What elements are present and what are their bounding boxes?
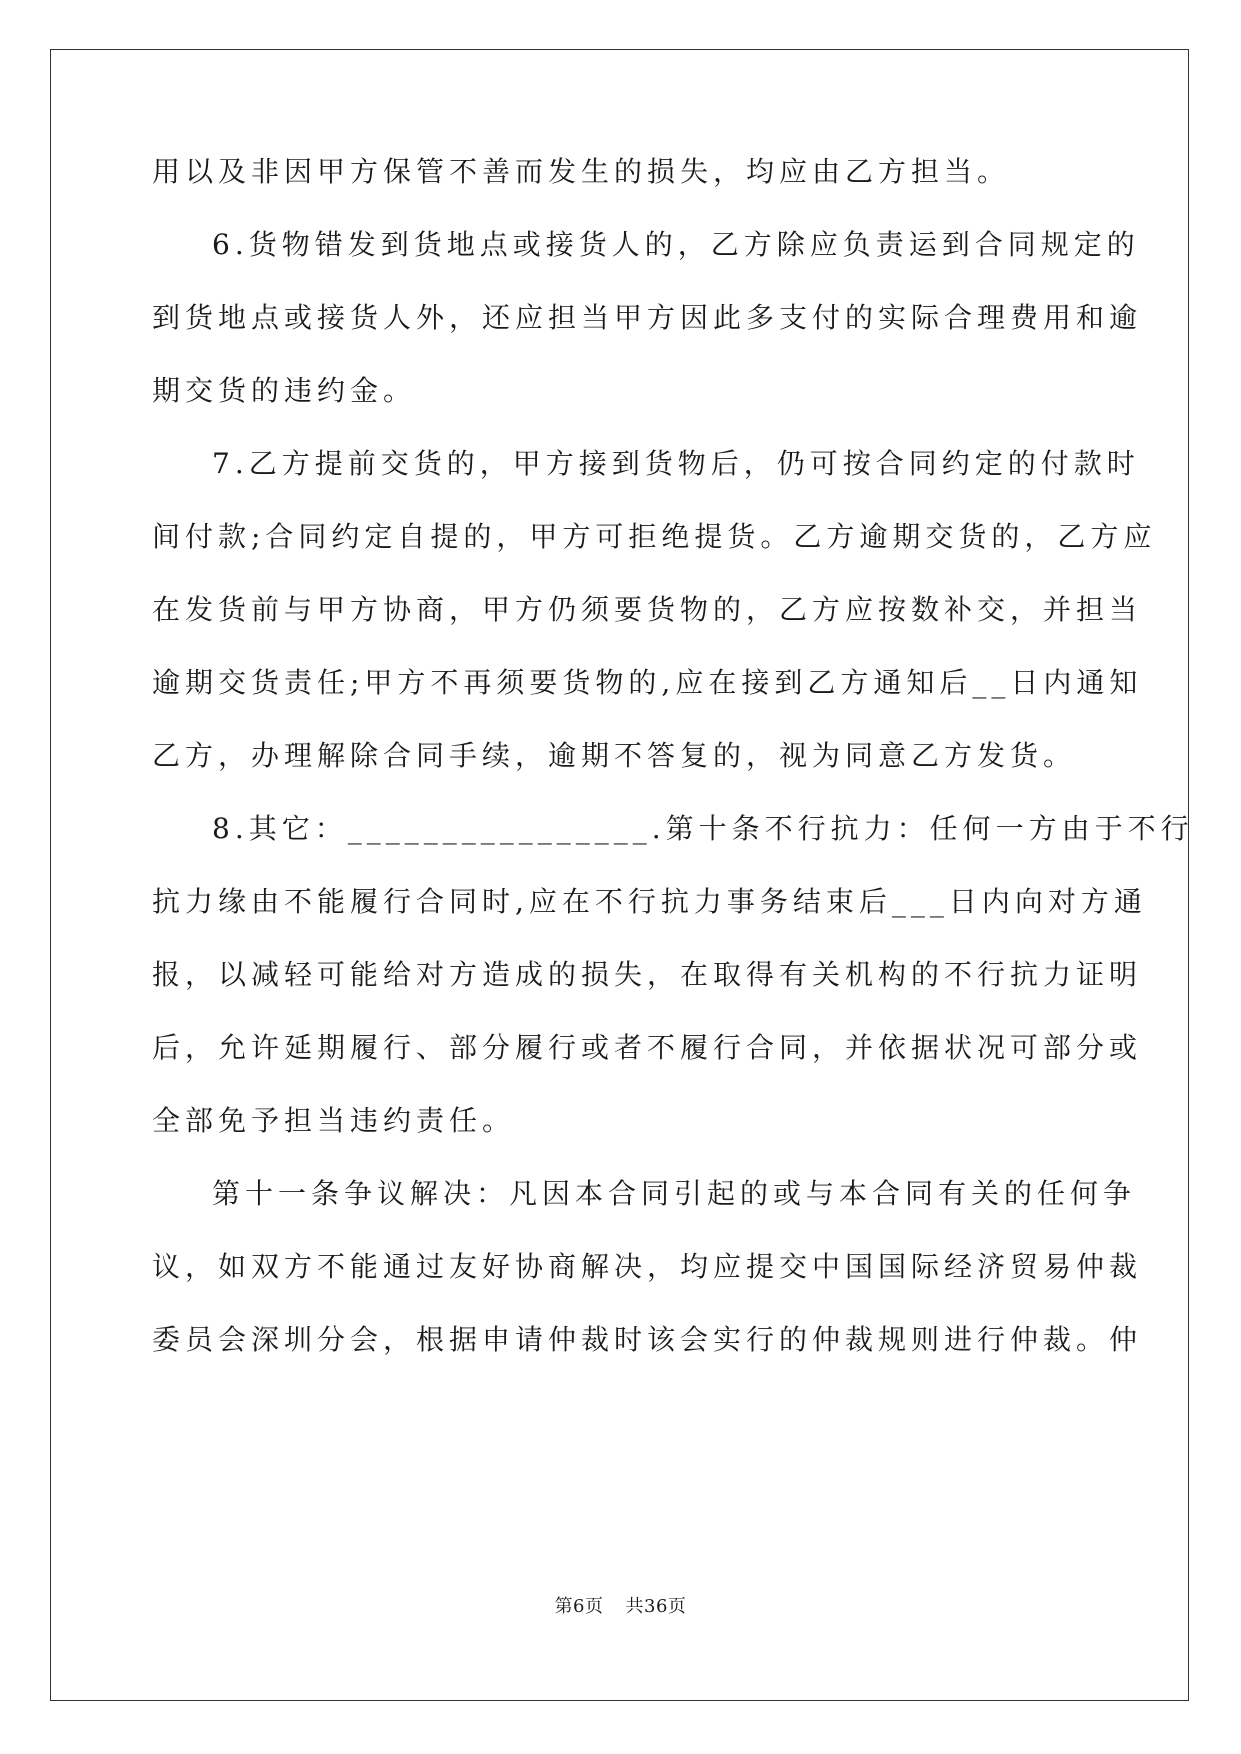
- text-line: 逾期交货责任;甲方不再须要货物的,应在接到乙方通知后__日内通知: [152, 666, 1143, 699]
- text-line: 在发货前与甲方协商，甲方仍须要货物的，乙方应按数补交，并担当: [152, 593, 1143, 626]
- text-line: 第十一条争议解决：凡因本合同引起的或与本合同有关的任何争: [212, 1177, 1137, 1210]
- page-total: 共36页: [625, 1596, 687, 1617]
- text-line: 议，如双方不能通过友好协商解决，均应提交中国国际经济贸易仲裁: [152, 1250, 1143, 1283]
- text-line: 用以及非因甲方保管不善而发生的损失，均应由乙方担当。: [152, 155, 1011, 188]
- text-line: 后，允许延期履行、部分履行或者不履行合同，并依据状况可部分或: [152, 1031, 1143, 1064]
- page-number: 第6页: [554, 1596, 604, 1617]
- text-line: 报，以减轻可能给对方造成的损失，在取得有关机构的不行抗力证明: [152, 958, 1143, 991]
- text-line: 期交货的违约金。: [152, 374, 417, 407]
- text-line: 间付款;合同约定自提的，甲方可拒绝提货。乙方逾期交货的，乙方应: [152, 520, 1157, 553]
- page-border: [50, 49, 1194, 1701]
- text-line: 全部免予担当违约责任。: [152, 1104, 516, 1137]
- text-line: 7.乙方提前交货的，甲方接到货物后，仍可按合同约定的付款时: [212, 447, 1140, 480]
- text-line: 6.货物错发到货地点或接货人的，乙方除应负责运到合同规定的: [212, 228, 1140, 261]
- text-line: 乙方，办理解除合同手续，逾期不答复的，视为同意乙方发货。: [152, 739, 1077, 772]
- text-line: 到货地点或接货人外，还应担当甲方因此多支付的实际合理费用和逾: [152, 301, 1143, 334]
- page-footer: [0, 1594, 1241, 1620]
- text-line: 8.其它：________________.第十条不行抗力：任何一方由于不行: [212, 812, 1194, 845]
- text-line: 委员会深圳分会，根据申请仲裁时该会实行的仲裁规则进行仲裁。仲: [152, 1323, 1143, 1356]
- text-line: 抗力缘由不能履行合同时,应在不行抗力事务结束后___日内向对方通: [152, 885, 1147, 918]
